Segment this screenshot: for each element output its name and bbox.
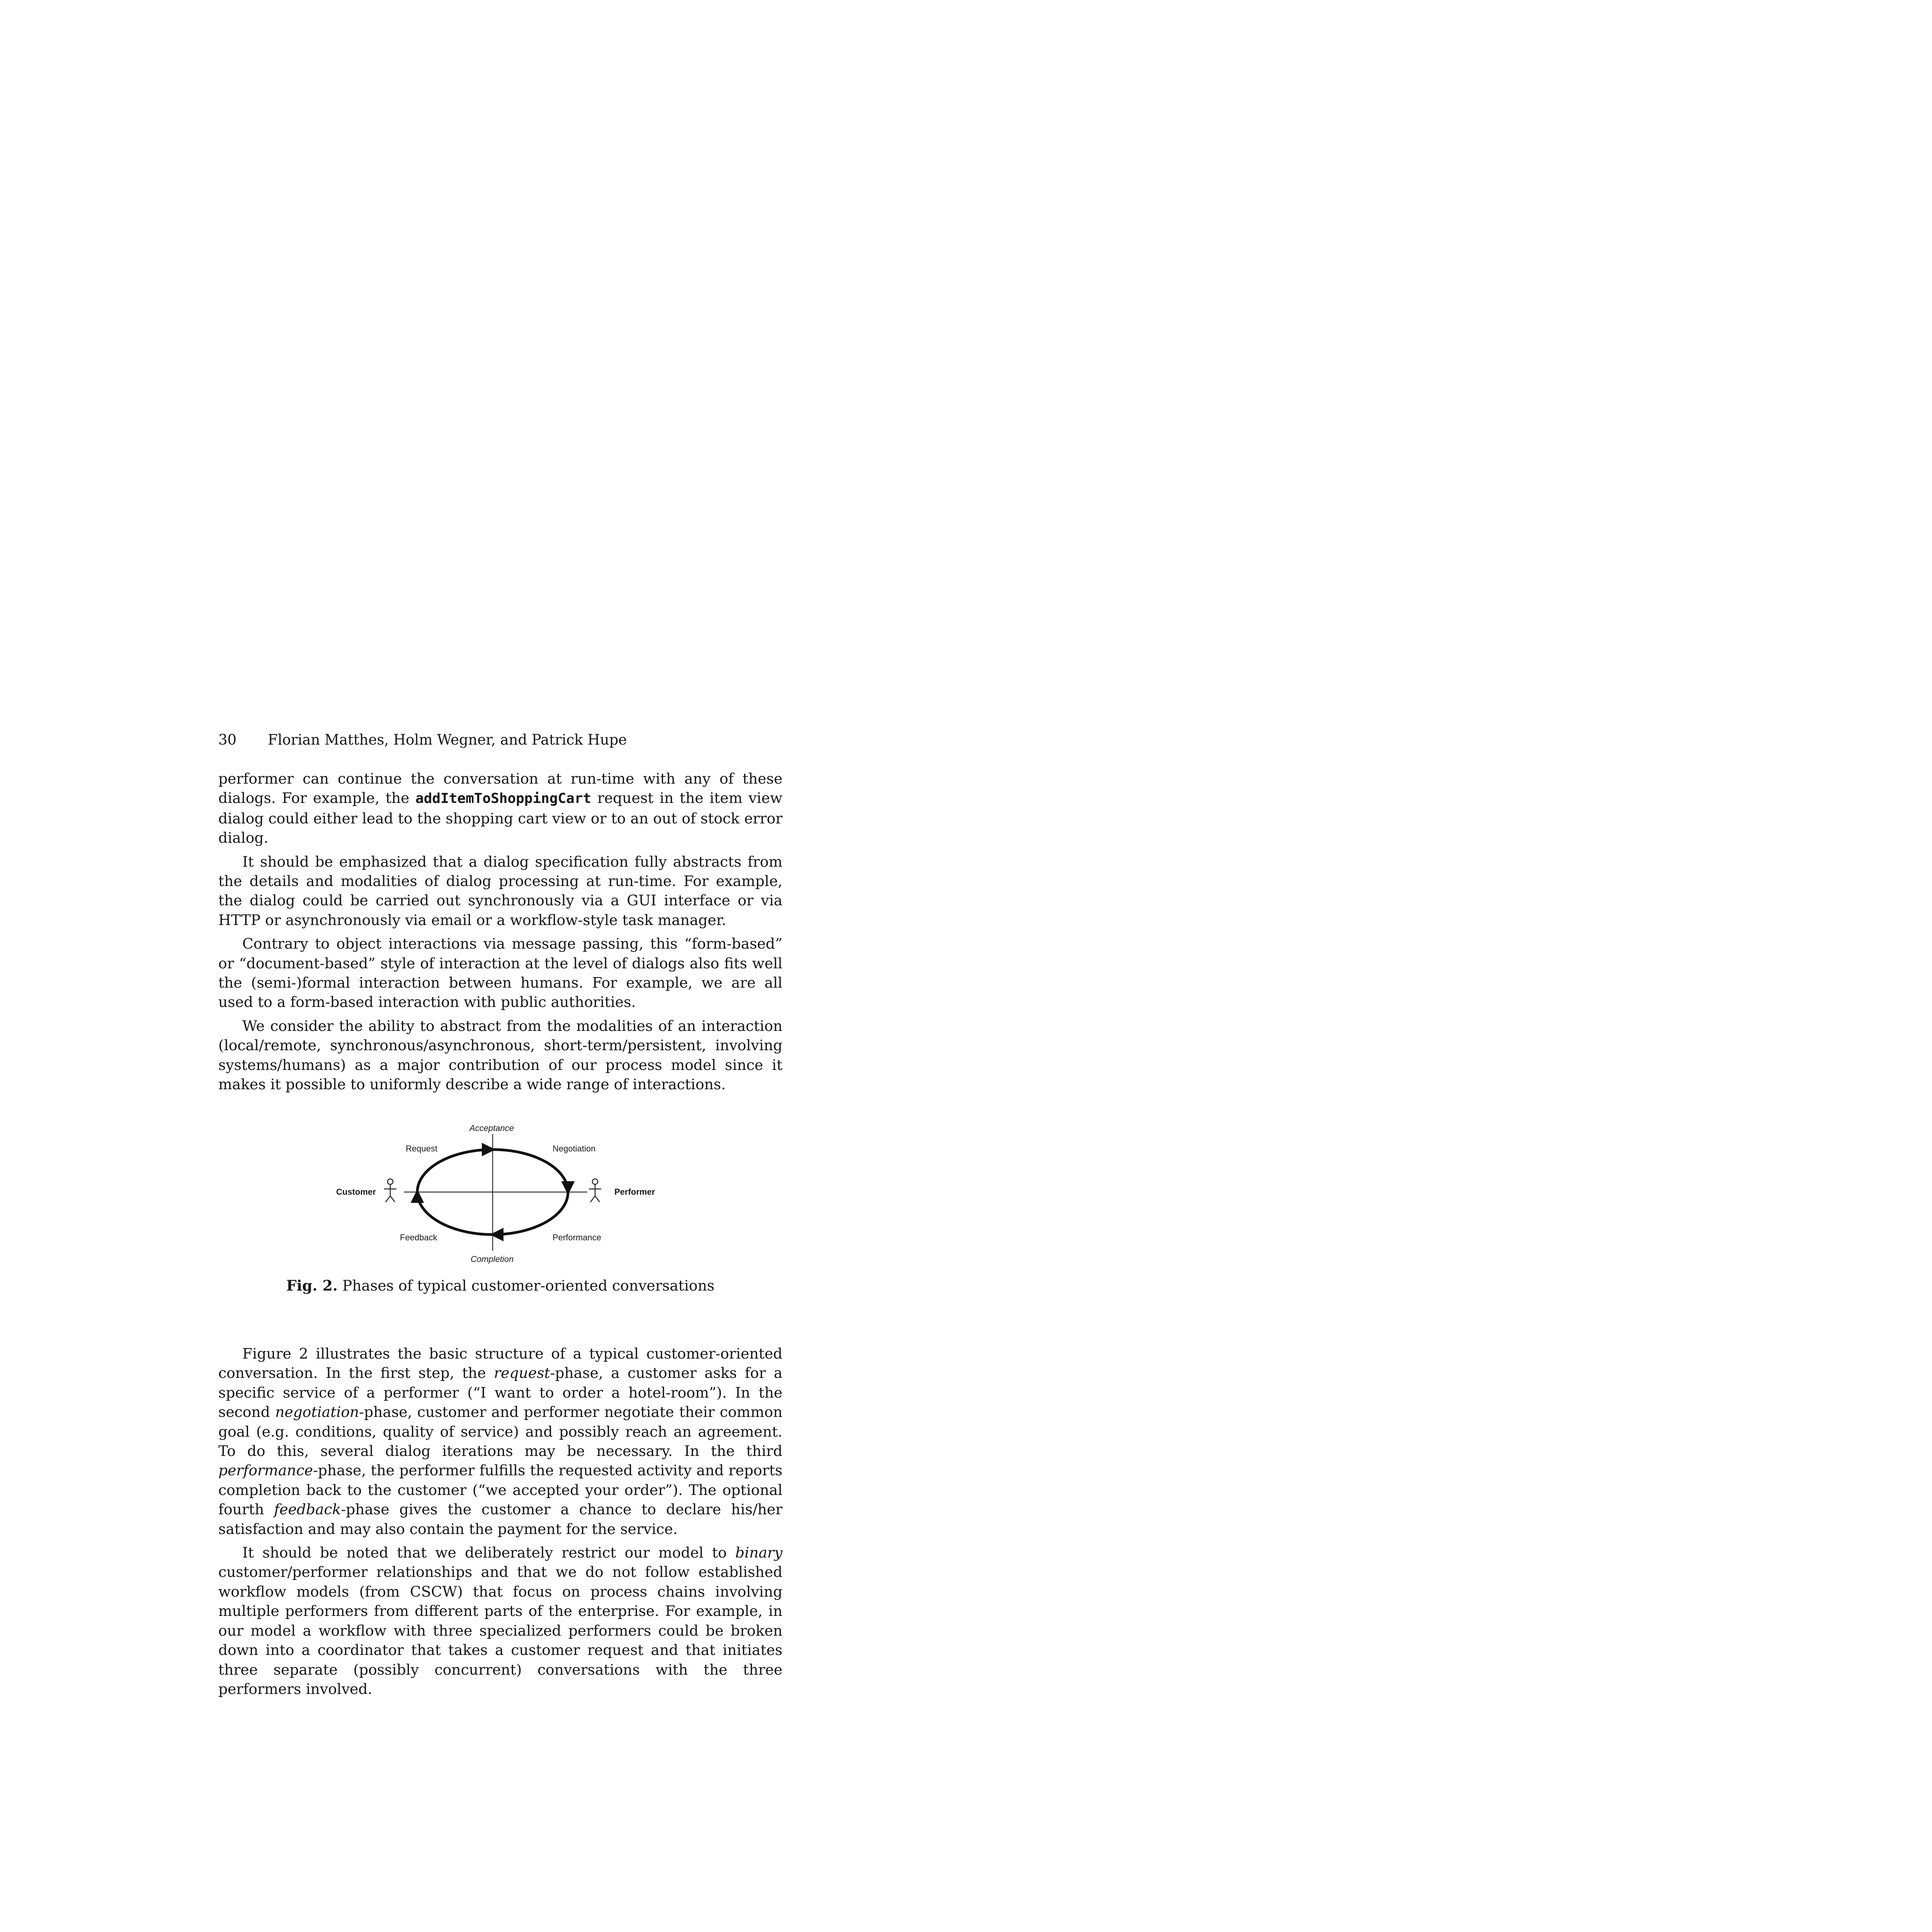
- paragraph: Figure 2 illustrates the basic structure of a typical customer-oriented conversation. In the first step, the request-phase, a customer asks for a specific service of a performer (“I want to order a hotel-room”). In the second negotiation-phase, customer and performer negotiate their common goal (e.g. conditions, quality of service) and possibly reach an agreement. To do this, several dialog iterations may be necessary. In the third performance-phase, the performer fulfills the requested activity and reports completion back to the customer (“we accepted your order”). The optional fourth feedback-phase gives the customer a chance to declare his/her satisfaction and may also contain the payment for the service.: [218, 1345, 782, 1537]
- label-performance: Performance: [553, 1233, 601, 1242]
- figure-caption-label: Fig. 2.: [286, 1277, 338, 1294]
- label-negotiation: Negotiation: [553, 1144, 596, 1153]
- body-text-top: [218, 769, 782, 1094]
- performance-arc: [493, 1192, 568, 1235]
- body-text-bottom: [218, 1344, 782, 1699]
- conversation-phases-figure: [328, 1103, 684, 1269]
- page-number: 30: [218, 731, 237, 748]
- label-customer: Customer: [336, 1187, 376, 1197]
- paragraph: It should be noted that we deliberately restrict our model to binary customer/performer relationships and that we do not follow established workflow models (from CSCW) that focus on process chains involving multiple performers from different parts of the enterprise. For example, in our model a workflow with three specialized performers could be broken down into a coordinator that takes a customer request and that initiates three separate (possibly concurrent) conversations with the three performers involved.: [218, 1544, 782, 1697]
- figure-caption-text: Phases of typical customer-oriented conversations: [342, 1277, 715, 1294]
- paragraph: It should be emphasized that a dialog specification fully abstracts from the details and modalities of dialog processing at run-time. For example, the dialog could be carried out synchronously via a GUI interface or via HTTP or asynchronously via email or a workflow-style task manager.: [218, 853, 782, 929]
- running-head-authors: Florian Matthes, Holm Wegner, and Patrick Hupe: [268, 731, 627, 748]
- label-feedback: Feedback: [400, 1233, 437, 1242]
- label-performer: Performer: [614, 1187, 655, 1197]
- inline-code: addItemToShoppingCart: [415, 791, 592, 807]
- negotiation-arc: [493, 1150, 568, 1192]
- label-completion: Completion: [471, 1254, 514, 1264]
- customer-actor-icon: [384, 1179, 396, 1202]
- feedback-arc: [417, 1192, 493, 1235]
- running-head: [218, 730, 782, 750]
- paragraph: Contrary to object interactions via message passing, this “form-based” or “document-based” style of interaction at the level of dialogs also fits well the (semi-)formal interaction between humans. For example, we are all used to a form-based interaction with public authorities.: [218, 935, 782, 1011]
- label-acceptance: Acceptance: [469, 1123, 514, 1133]
- figure-caption: [218, 1276, 782, 1295]
- performer-actor-icon: [589, 1179, 601, 1202]
- request-arc: [417, 1150, 493, 1192]
- paragraph: performer can continue the conversation at run-time with any of these dialogs. For example, the addItemToShoppingCart request in the item view dialog could either lead to the shopping cart view or to an out of stock error dialog.: [218, 770, 782, 847]
- paragraph: We consider the ability to abstract from the modalities of an interaction (local/remote, synchronous/asynchronous, short-term/persistent, involving systems/humans) as a major contribution of our process model since it makes it possible to uniformly describe a wide range of interactions.: [218, 1017, 782, 1093]
- label-request: Request: [406, 1144, 437, 1153]
